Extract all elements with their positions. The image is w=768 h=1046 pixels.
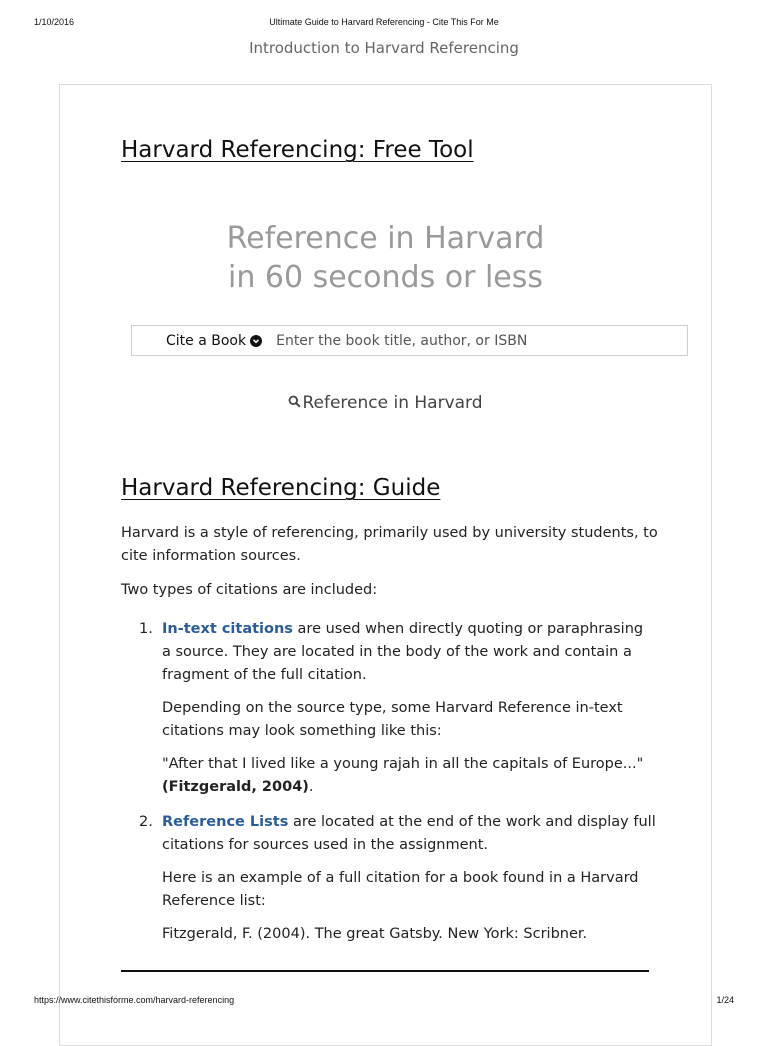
guide-section-title: Harvard Referencing: Guide [121, 475, 441, 501]
source-type-label: Cite a Book [166, 332, 247, 349]
print-header [0, 17, 768, 29]
print-footer [0, 995, 768, 1007]
search-input[interactable] [276, 327, 687, 355]
example-quote: "After that I lived like a young rajah in all the capitals of Europe..." [162, 756, 644, 772]
reference-lists-link[interactable]: Reference Lists [162, 814, 289, 830]
content-card [59, 84, 712, 1046]
guide-intro: Harvard is a style of referencing, primarily used by university students, to cite information sources. [121, 525, 658, 564]
tool-section-title: Harvard Referencing: Free Tool [121, 137, 474, 163]
section-divider [121, 970, 649, 972]
hero-line-1: Reference in Harvard [226, 221, 545, 256]
print-url: https://www.citethisforme.com/harvard-referencing [34, 995, 235, 1005]
in-text-citations-link[interactable]: In-text citations [162, 621, 293, 637]
list-item-text: are used when directly quoting or paraphrasing a source. They are located in the body of the work and contain a fragment of the full citation. [162, 621, 644, 683]
hero-text [60, 219, 711, 297]
example-full-citation: Fitzgerald, F. (2004). The great Gatsby. New York: Scribner. [162, 926, 588, 942]
search-button-label: Reference in Harvard [302, 393, 483, 413]
citation-search-bar [131, 325, 688, 356]
types-intro: Two types of citations are included: [121, 582, 378, 598]
chevron-down-icon [250, 335, 262, 347]
list-item-detail: Here is an example of a full citation for a book found in a Harvard Reference list: [162, 870, 639, 909]
print-date: 1/10/2016 [34, 17, 75, 27]
hero-line-2: in 60 seconds or less [227, 260, 544, 295]
page-number: 1/24 [716, 995, 734, 1005]
search-icon [288, 393, 301, 413]
page-subtitle: Introduction to Harvard Referencing [249, 39, 519, 57]
print-title: Ultimate Guide to Harvard Referencing - Cite This For Me [269, 17, 499, 27]
source-type-dropdown[interactable] [132, 333, 276, 349]
list-number: 1. [139, 621, 153, 637]
reference-search-button[interactable] [60, 393, 711, 413]
example-end: . [308, 779, 314, 795]
example-citation: (Fitzgerald, 2004) [162, 779, 309, 795]
list-item-detail: Depending on the source type, some Harvard Reference in-text citations may look something like this: [162, 700, 623, 739]
list-number: 2. [139, 814, 153, 830]
list-item-text: are located at the end of the work and display full citations for sources used in the assignment. [162, 814, 656, 853]
